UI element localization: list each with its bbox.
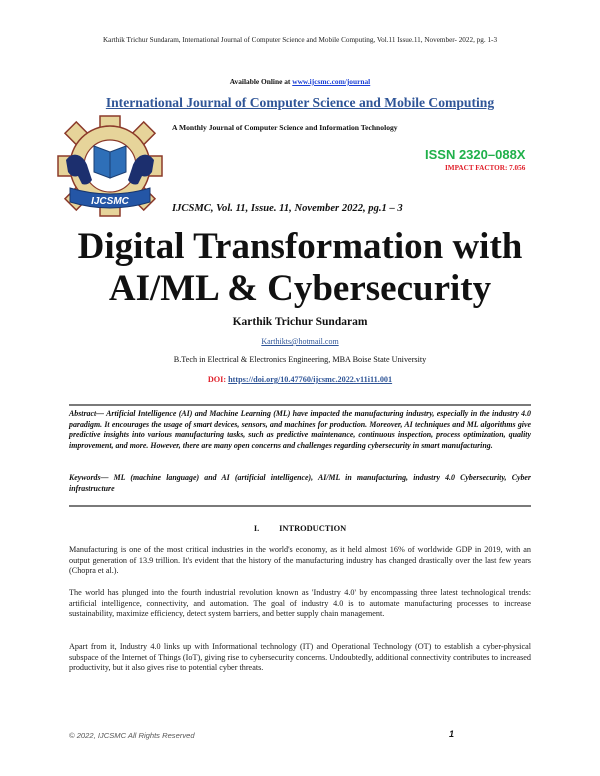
impact-factor: IMPACT FACTOR: 7.056 — [445, 164, 526, 172]
author-name: Karthik Trichur Sundaram — [232, 316, 368, 328]
abstract-top-rule — [69, 404, 531, 406]
author-email — [0, 337, 600, 346]
doi-label: DOI: — [207, 375, 229, 384]
available-online — [0, 77, 600, 86]
available-label: Available Online at — [229, 77, 293, 86]
footer-copyright: © 2022, IJCSMC All Rights Reserved — [69, 731, 195, 740]
author-affiliation: B.Tech in Electrical & Electronics Engineering, MBA Boise State University — [173, 355, 427, 364]
journal-tagline: A Monthly Journal of Computer Science and Information Technology — [172, 123, 398, 132]
author-email-link[interactable]: Karthikts@hotmail.com — [261, 337, 339, 346]
volume-issue-line: IJCSMC, Vol. 11, Issue. 11, November 2022, pg.1 – 3 — [172, 203, 403, 214]
svg-text:IJCSMC: IJCSMC — [91, 196, 129, 207]
section-heading-introduction — [0, 524, 600, 533]
body-paragraph: The world has plunged into the fourth industrial revolution known as 'Industry 4.0' by encompassing three latest technological trends: artificial intelligence, connectivity, and automation. The goal of industry 4.0 is to automate manufacturing processes to increase sustainability, maximize efficiency, detect system barriers, and better supply chain management. — [69, 588, 531, 619]
doi — [0, 375, 600, 384]
section-number: I. — [253, 524, 260, 533]
abstract: Abstract— Artificial Intelligence (AI) and Machine Learning (ML) have impacted the manufacturing industry, especially in the industry 4.0 paradigm. It encourages the usage of smart devices, sensors, and machines for production. Moreover, AI techniques and ML algorithms give predictive insights into various manufacturing tasks, such as predictive maintenance, continuous inspection, process optimization, quality improvement, and more. However, there are many open concerns and challenges regarding cybersecurity in smart manufacturing. — [69, 409, 531, 451]
body-paragraph: Apart from it, Industry 4.0 links up with Informational technology (IT) and Operational Technology (OT) to establish a cyber-physical subspace of the Internet of Things (IoT), giving rise to cybersecurity concerns. Undoubtedly, additional connectivity contributes to increased productivity, but it also gives rise to potential cyber threats. — [69, 642, 531, 673]
gear-logo-icon — [56, 114, 164, 218]
page-number: 1 — [449, 729, 455, 739]
journal-name — [0, 95, 600, 111]
issn: ISSN 2320–088X — [425, 147, 526, 162]
doi-link[interactable]: https://doi.org/10.47760/ijcsmc.2022.v11i11.001 — [228, 375, 393, 384]
section-title: INTRODUCTION — [279, 524, 347, 533]
body-paragraph: Manufacturing is one of the most critical industries in the world's economy, as it held almost 16% of worldwide GDP in 2019, with an output generation of 13.9 trillion. It's evident that the history of the manufacturing industry has changed drastically over the last few years (Chopra et al.). — [69, 545, 531, 576]
keywords: Keywords— ML (machine language) and AI (artificial intelligence), AI/ML in manufacturing, industry 4.0 Cybersecurity, Cyber infrastructure — [69, 473, 531, 493]
abstract-bottom-rule — [69, 505, 531, 507]
running-header: Karthik Trichur Sundaram, International Journal of Computer Science and Mobile Computing, Vol.11 Issue.11, November- 2022, pg. 1-3 — [102, 36, 498, 44]
paper-title-line-1: Digital Transformation with — [77, 226, 523, 267]
journal-name-link[interactable]: International Journal of Computer Science and Mobile Computing — [105, 95, 495, 110]
paper-title — [0, 226, 600, 310]
ijcsmc-logo — [56, 114, 164, 218]
paper-title-line-2: AI/ML & Cybersecurity — [108, 268, 492, 309]
journal-url-link[interactable]: www.ijcsmc.com/journal — [292, 77, 371, 86]
